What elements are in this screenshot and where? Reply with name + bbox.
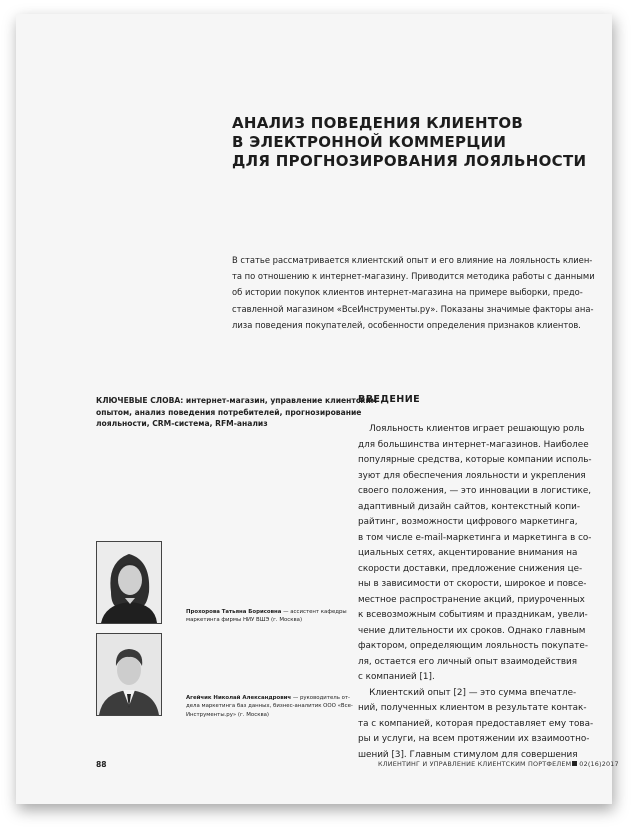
body-line: Лояльность клиентов играет решающую роль	[358, 424, 585, 434]
article-title	[232, 114, 612, 171]
body-line: ры и услуги, на всем протяжении их взаимоотно-	[358, 734, 590, 744]
caption-line: Инструменты.ру» (г. Москва)	[186, 711, 270, 718]
abstract-line: В статье рассматривается клиентский опыт и его влияние на лояльность клиен-	[232, 255, 593, 265]
footer-journal-name: КЛИЕНТИНГ И УПРАВЛЕНИЕ КЛИЕНТСКИМ ПОРТФЕЛЕМ	[378, 760, 572, 768]
body-line: своего положения, — это инновации в логистике,	[358, 486, 592, 496]
author-caption-ageychik	[186, 694, 353, 719]
title-line: АНАЛИЗ ПОВЕДЕНИЯ КЛИЕНТОВ	[232, 114, 524, 132]
author-name: Агейчик Николай Александрович	[186, 695, 292, 701]
portrait-female-image	[97, 542, 161, 623]
body-line: в том числе e-mail-маркетинга и маркетинга в со-	[358, 532, 592, 543]
body-line: ля, остается его личный опыт взаимодействия	[358, 656, 578, 667]
body-line: шений [3]. Главным стимулом для совершения	[358, 749, 578, 760]
abstract-line: лиза поведения покупателей, особенности определения признаков клиентов.	[232, 319, 581, 330]
body-line: ний, полученных клиентом в результате контак-	[358, 703, 587, 713]
body-line: чение длительности их сроков. Однако главным	[358, 625, 586, 636]
keywords-line: КЛЮЧЕВЫЕ СЛОВА: интернет-магазин, управление клиентским	[96, 396, 378, 405]
journal-page	[16, 14, 619, 804]
body-text	[358, 422, 608, 763]
body-line: популярные средства, которые компании исполь-	[358, 455, 592, 465]
section-heading: ВВЕДЕНИЕ	[358, 394, 421, 405]
body-line: зуют для обеспечения лояльности и укрепления	[358, 470, 586, 481]
body-line: для большинства интернет-магазинов. Наиболее	[358, 439, 589, 450]
body-line: местное распространение акций, приуроченных	[358, 594, 585, 605]
body-line: ны в зависимости от скорости, широкое и повсе-	[358, 579, 587, 589]
caption-line: дела маркетинга баз данных, бизнес-аналитик ООО «Все-	[186, 703, 353, 710]
abstract-line: об истории покупок клиентов интернет-магазина на примере выборки, предо-	[232, 287, 583, 298]
author-name: Прохорова Татьяна Борисовна	[186, 609, 282, 615]
footer-issue: 02(16)2017	[579, 760, 619, 768]
body-line: фактором, определяющим лояльность покупате-	[358, 641, 588, 651]
body-line: та с компанией, которая предоставляет ему това-	[358, 718, 594, 729]
body-line: циальных сетях, акцентирование внимания на	[358, 548, 578, 558]
running-footer	[378, 760, 619, 768]
title-line: В ЭЛЕКТРОННОЙ КОММЕРЦИИ	[232, 133, 507, 151]
body-line: райтинг, возможности цифрового маркетинга,	[358, 517, 578, 527]
caption-line: Агейчик Николай Александрович — руководитель от-	[186, 695, 350, 701]
keywords-block	[96, 395, 378, 430]
article-abstract	[232, 252, 604, 333]
author-photo-ageychik	[96, 633, 162, 716]
abstract-line: ставленной магазином «ВсеИнструменты.ру». Показаны значимые факторы ана-	[232, 303, 594, 314]
body-line: Клиентский опыт [2] — это сумма впечатле-	[358, 687, 577, 698]
body-line: адаптивный дизайн сайтов, контекстный копи-	[358, 501, 581, 512]
portrait-male-image	[97, 634, 161, 715]
body-line: скорости доставки, предложение снижения це-	[358, 563, 583, 574]
keywords-line: опытом, анализ поведения потребителей, прогнозирование	[96, 407, 362, 417]
body-line: к всевозможным событиям и праздникам, увели-	[358, 610, 588, 620]
square-bullet-icon	[572, 761, 577, 766]
caption-line: Прохорова Татьяна Борисовна — ассистент кафедры	[186, 609, 347, 615]
keywords-line: лояльности, CRM-система, RFM-анализ	[96, 419, 268, 428]
page-number: 88	[96, 760, 107, 769]
abstract-line: та по отношению к интернет-магазину. Приводится методика работы с данными	[232, 271, 595, 282]
title-line: ДЛЯ ПРОГНОЗИРОВАНИЯ ЛОЯЛЬНОСТИ	[232, 152, 587, 170]
author-caption-prokhorova	[186, 608, 346, 625]
caption-line: маркетинга фирмы НИУ ВШЭ (г. Москва)	[186, 617, 303, 624]
author-photo-prokhorova	[96, 541, 162, 624]
body-line: с компанией [1].	[358, 672, 435, 682]
